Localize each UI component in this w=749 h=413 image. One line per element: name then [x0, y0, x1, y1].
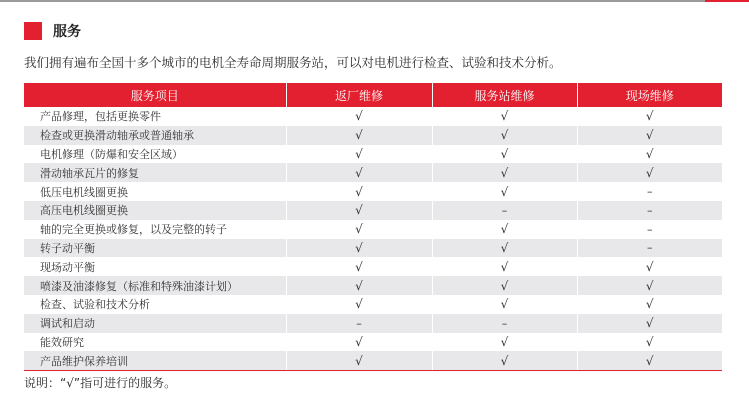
red-square-icon [24, 22, 42, 40]
check-mark-cell: √ [577, 314, 722, 333]
check-mark-cell: √ [432, 126, 577, 145]
column-header: 现场维修 [577, 83, 722, 107]
dash-cell: – [577, 239, 722, 258]
service-item-cell: 能效研究 [24, 333, 286, 352]
table-row [24, 107, 722, 126]
column-header: 服务项目 [24, 83, 286, 107]
section-title: 服务 [53, 24, 81, 40]
table-row [24, 201, 722, 220]
table-row [24, 145, 722, 164]
table-row [24, 276, 722, 295]
check-mark-cell: √ [432, 333, 577, 352]
check-mark-cell: √ [286, 145, 432, 164]
check-mark-cell: √ [286, 126, 432, 145]
check-mark-cell: √ [432, 257, 577, 276]
check-mark-cell: √ [286, 107, 432, 126]
check-mark-cell: √ [577, 126, 722, 145]
footnote: 说明：“√”指可进行的服务。 [24, 376, 177, 390]
check-mark-cell: √ [577, 333, 722, 352]
table-row [24, 257, 722, 276]
check-mark-cell: √ [577, 276, 722, 295]
check-mark-cell: √ [286, 182, 432, 201]
column-header: 返厂维修 [286, 83, 432, 107]
check-mark-cell: √ [577, 145, 722, 164]
service-item-cell: 电机修理（防爆和安全区域） [24, 145, 286, 164]
top-rule [0, 0, 749, 2]
service-item-cell: 喷漆及油漆修复（标准和特殊油漆计划） [24, 276, 286, 295]
check-mark-cell: √ [432, 239, 577, 258]
check-mark-cell: √ [286, 257, 432, 276]
table-body [24, 107, 722, 371]
service-item-cell: 低压电机线圈更换 [24, 182, 286, 201]
table-row [24, 333, 722, 352]
service-item-cell: 轴的完全更换或修复，以及完整的转子 [24, 220, 286, 239]
service-item-cell: 滑动轴承瓦片的修复 [24, 163, 286, 182]
service-item-cell: 现场动平衡 [24, 257, 286, 276]
check-mark-cell: √ [286, 276, 432, 295]
check-mark-cell: √ [577, 351, 722, 370]
table-row [24, 351, 722, 370]
dash-cell: – [577, 201, 722, 220]
table-row [24, 163, 722, 182]
check-mark-cell: √ [286, 239, 432, 258]
section-header [24, 21, 81, 41]
check-mark-cell: √ [286, 333, 432, 352]
check-mark-cell: √ [432, 145, 577, 164]
table-row [24, 239, 722, 258]
column-header: 服务站维修 [432, 83, 577, 107]
service-item-cell: 检查或更换滑动轴承或普通轴承 [24, 126, 286, 145]
dash-cell: – [432, 201, 577, 220]
check-mark-cell: √ [432, 351, 577, 370]
table-header-row [24, 83, 722, 107]
service-item-cell: 高压电机线圈更换 [24, 201, 286, 220]
service-item-cell: 检查、试验和技术分析 [24, 295, 286, 314]
dash-cell: – [286, 314, 432, 333]
table-row [24, 314, 722, 333]
check-mark-cell: √ [577, 163, 722, 182]
check-mark-cell: √ [432, 182, 577, 201]
check-mark-cell: √ [577, 107, 722, 126]
check-mark-cell: √ [286, 163, 432, 182]
check-mark-cell: √ [432, 163, 577, 182]
table-row [24, 295, 722, 314]
dash-cell: – [577, 182, 722, 201]
check-mark-cell: √ [432, 107, 577, 126]
service-item-cell: 产品维护保养培训 [24, 351, 286, 370]
check-mark-cell: √ [286, 295, 432, 314]
check-mark-cell: √ [577, 295, 722, 314]
check-mark-cell: √ [286, 220, 432, 239]
check-mark-cell: √ [286, 201, 432, 220]
service-item-cell: 产品修理，包括更换零件 [24, 107, 286, 126]
check-mark-cell: √ [577, 257, 722, 276]
check-mark-cell: √ [432, 276, 577, 295]
service-item-cell: 转子动平衡 [24, 239, 286, 258]
dash-cell: – [432, 314, 577, 333]
table-row [24, 182, 722, 201]
top-accent-bar [705, 0, 749, 2]
service-table [24, 83, 722, 371]
table-row [24, 126, 722, 145]
check-mark-cell: √ [286, 351, 432, 370]
intro-paragraph: 我们拥有遍布全国十多个城市的电机全寿命周期服务站，可以对电机进行检查、试验和技术分析。 [24, 55, 562, 70]
service-item-cell: 调试和启动 [24, 314, 286, 333]
table-row [24, 220, 722, 239]
check-mark-cell: √ [432, 295, 577, 314]
dash-cell: – [577, 220, 722, 239]
check-mark-cell: √ [432, 220, 577, 239]
